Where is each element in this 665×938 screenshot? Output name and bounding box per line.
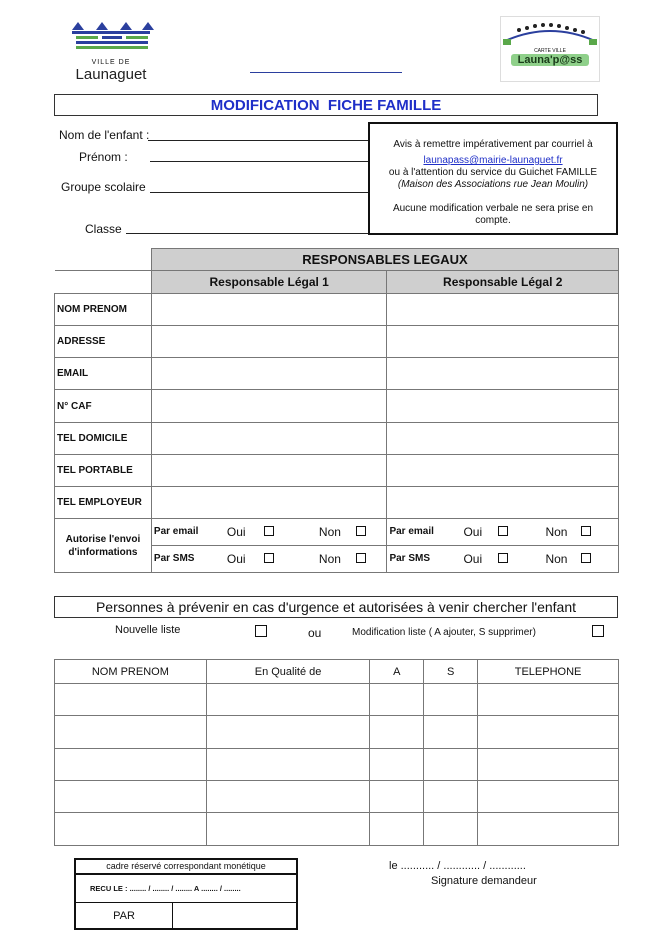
form-title: MODIFICATION FICHE FAMILLE	[210, 97, 442, 114]
r1-email-consent	[151, 519, 387, 546]
urgence-cell[interactable]	[478, 749, 619, 781]
table-row	[55, 716, 619, 749]
r2-par-email-label: Par email	[389, 526, 434, 537]
urgence-title-box	[54, 596, 618, 618]
row-label-nom-prenom: NOM PRENOM	[55, 294, 152, 326]
urgence-cell[interactable]	[478, 716, 619, 749]
r1-par-email-label: Par email	[153, 526, 199, 537]
cell-r1-tel-portable[interactable]	[151, 455, 387, 487]
urgence-cell[interactable]	[370, 781, 424, 813]
r2-sms-non-checkbox[interactable]	[581, 553, 591, 563]
r2-sms-consent	[387, 546, 619, 573]
cell-r2-tel-portable[interactable]	[387, 455, 619, 487]
r1-email-oui-label: Oui	[226, 525, 246, 539]
header-blank-line	[250, 72, 402, 73]
row-label-tel-domicile: TEL DOMICILE	[55, 423, 152, 455]
urgence-cell[interactable]	[424, 781, 478, 813]
cell-r1-tel-domicile[interactable]	[151, 423, 387, 455]
launapass-small-text: CARTE VILLE	[534, 48, 566, 54]
r2-email-oui-checkbox[interactable]	[498, 526, 508, 536]
r2-sms-oui-label: Oui	[463, 552, 483, 566]
cell-r1-adresse[interactable]	[151, 326, 387, 358]
notice-box	[368, 122, 618, 235]
row-label-autorise: Autorise l'envoi d'informations	[55, 519, 152, 573]
cell-r1-caf[interactable]	[151, 390, 387, 423]
cell-r1-email[interactable]	[151, 358, 387, 390]
urgence-cell[interactable]	[478, 684, 619, 716]
field-classe[interactable]	[126, 233, 368, 234]
cell-r2-email[interactable]	[387, 358, 619, 390]
urgence-header-nom: NOM PRENOM	[55, 660, 207, 684]
urgence-cell[interactable]	[55, 781, 207, 813]
row-label-tel-portable: TEL PORTABLE	[55, 455, 152, 487]
launapass-people-icon	[501, 17, 599, 47]
urgence-table	[54, 659, 619, 846]
cadre-par-field[interactable]	[173, 903, 296, 929]
urgence-cell[interactable]	[206, 716, 370, 749]
label-prenom: Prénom :	[79, 150, 128, 164]
cadre-recu: RECU LE : ........ / ........ / ........ A ........ / ........	[76, 875, 296, 903]
signature-label: Signature demandeur	[431, 875, 537, 887]
urgence-cell[interactable]	[370, 749, 424, 781]
row-label-email: EMAIL	[55, 358, 152, 390]
urgence-cell[interactable]	[370, 716, 424, 749]
label-classe: Classe	[85, 222, 122, 236]
cell-r2-nom-prenom[interactable]	[387, 294, 619, 326]
cadre-title: cadre réservé correspondant monétique	[76, 860, 296, 875]
r2-email-consent	[387, 519, 619, 546]
notice-line3: (Maison des Associations rue Jean Moulin)	[397, 179, 589, 190]
label-modification-liste: Modification liste ( A ajouter, S supprimer)	[352, 627, 536, 638]
row-label-caf: N° CAF	[55, 390, 152, 423]
ville-logo-name: Launaguet	[75, 66, 147, 83]
cell-r2-tel-employeur[interactable]	[387, 487, 619, 519]
nouvelle-liste-checkbox[interactable]	[255, 625, 267, 637]
urgence-cell[interactable]	[55, 716, 207, 749]
header-responsable-1: Responsable Légal 1	[151, 271, 387, 294]
notice-line1: Avis à remettre impérativement par courriel à	[393, 139, 593, 150]
table-row	[55, 749, 619, 781]
r2-sms-non-label: Non	[545, 552, 568, 566]
header-responsable-2: Responsable Légal 2	[387, 271, 619, 294]
r1-sms-oui-label: Oui	[226, 552, 246, 566]
r1-sms-oui-checkbox[interactable]	[264, 553, 274, 563]
table-row	[55, 813, 619, 846]
urgence-cell[interactable]	[424, 749, 478, 781]
label-nouvelle-liste: Nouvelle liste	[115, 624, 181, 636]
field-groupe-scolaire[interactable]	[150, 192, 368, 193]
form-title-box	[54, 94, 598, 116]
r1-email-non-checkbox[interactable]	[356, 526, 366, 536]
responsables-table	[54, 248, 619, 573]
urgence-cell[interactable]	[206, 684, 370, 716]
r1-sms-non-label: Non	[318, 552, 341, 566]
label-groupe-scolaire: Groupe scolaire	[61, 180, 146, 194]
r1-sms-non-checkbox[interactable]	[356, 553, 366, 563]
cell-r2-caf[interactable]	[387, 390, 619, 423]
urgence-header-s: S	[424, 660, 478, 684]
cell-r2-adresse[interactable]	[387, 326, 619, 358]
urgence-cell[interactable]	[206, 781, 370, 813]
r2-email-non-label: Non	[545, 525, 568, 539]
ville-logo-top-text: VILLE DE	[91, 59, 131, 66]
row-label-adresse: ADRESSE	[55, 326, 152, 358]
field-nom-enfant[interactable]	[148, 140, 368, 141]
urgence-cell[interactable]	[478, 781, 619, 813]
urgence-cell[interactable]	[370, 684, 424, 716]
row-label-tel-employeur: TEL EMPLOYEUR	[55, 487, 152, 519]
cadre-par-row	[76, 903, 296, 929]
launapass-name: Launa'p@ss	[511, 54, 589, 66]
urgence-cell[interactable]	[424, 684, 478, 716]
launapass-logo	[500, 16, 600, 82]
r1-par-sms-label: Par SMS	[153, 553, 195, 564]
table-row	[55, 781, 619, 813]
urgence-cell[interactable]	[55, 684, 207, 716]
cell-r1-nom-prenom[interactable]	[151, 294, 387, 326]
urgence-title: Personnes à prévenir en cas d'urgence et autorisées à venir chercher l'enfant	[95, 599, 577, 615]
r1-sms-consent	[151, 546, 387, 573]
r1-email-oui-checkbox[interactable]	[264, 526, 274, 536]
date-line: le ........... / ............ / ............	[389, 860, 526, 872]
ville-logo-emblem-icon	[68, 18, 154, 58]
cell-r2-tel-domicile[interactable]	[387, 423, 619, 455]
r2-par-sms-label: Par SMS	[389, 553, 431, 564]
responsables-title: RESPONSABLES LEGAUX	[151, 249, 618, 271]
urgence-cell[interactable]	[55, 813, 207, 846]
label-nom-enfant: Nom de l'enfant :	[59, 128, 150, 142]
urgence-cell[interactable]	[206, 813, 370, 846]
cadre-par-label: PAR	[76, 903, 173, 929]
cadre-monetique	[74, 858, 298, 930]
ville-logo	[68, 18, 154, 82]
urgence-cell[interactable]	[206, 749, 370, 781]
notice-line2: ou à l'attention du service du Guichet FAMILLE	[388, 167, 598, 178]
urgence-cell[interactable]	[478, 813, 619, 846]
notice-line4: Aucune modification verbale ne sera prise en compte.	[392, 203, 594, 226]
field-prenom[interactable]	[150, 161, 368, 162]
r2-sms-oui-checkbox[interactable]	[498, 553, 508, 563]
cell-r1-tel-employeur[interactable]	[151, 487, 387, 519]
notice-email-link[interactable]: launapass@mairie-launaguet.fr	[423, 155, 563, 166]
urgence-cell[interactable]	[55, 749, 207, 781]
r2-email-oui-label: Oui	[463, 525, 483, 539]
label-ou: ou	[308, 626, 322, 640]
urgence-header-telephone: TELEPHONE	[478, 660, 619, 684]
urgence-cell[interactable]	[424, 716, 478, 749]
urgence-header-qualite: En Qualité de	[206, 660, 370, 684]
r1-email-non-label: Non	[318, 525, 341, 539]
r2-email-non-checkbox[interactable]	[581, 526, 591, 536]
urgence-header-a: A	[370, 660, 424, 684]
table-row	[55, 684, 619, 716]
urgence-cell[interactable]	[370, 813, 424, 846]
urgence-cell[interactable]	[424, 813, 478, 846]
modification-liste-checkbox[interactable]	[592, 625, 604, 637]
